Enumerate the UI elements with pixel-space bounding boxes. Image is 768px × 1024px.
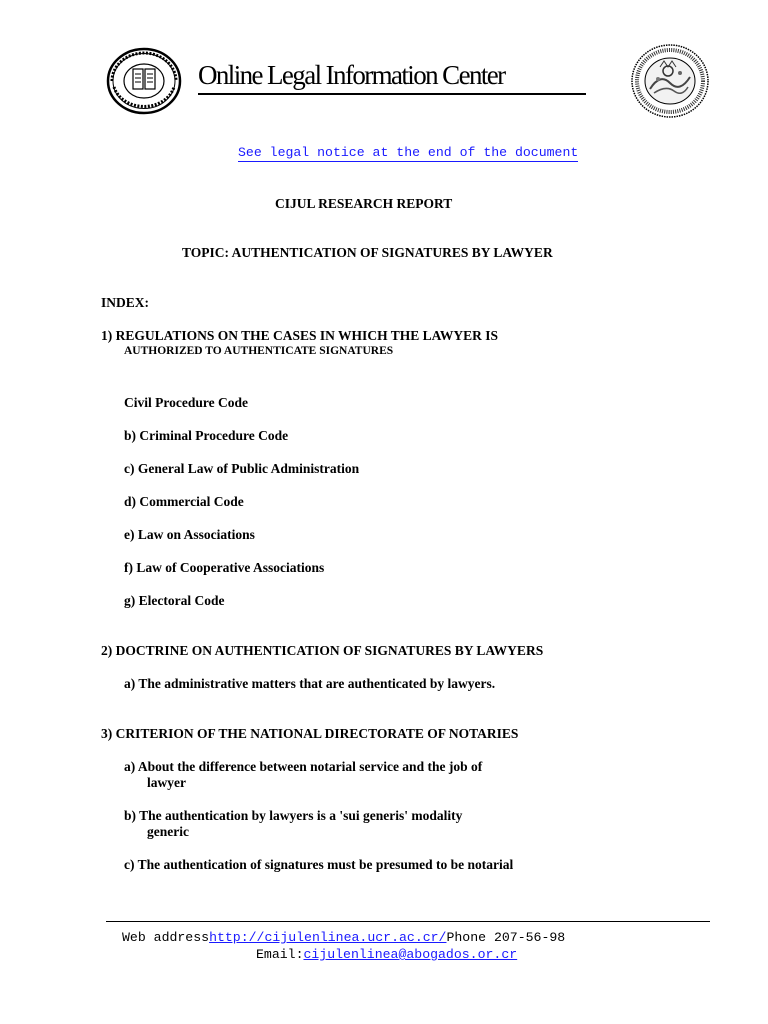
list-item-continuation: lawyer [147,775,186,790]
web-address-label: Web address [122,930,210,945]
section-1-title: 1) REGULATIONS ON THE CASES IN WHICH THE LAWYER IS [101,328,498,343]
footer-email-line [256,947,517,962]
email-link[interactable]: cijulenlinea@abogados.or.cr [303,947,518,962]
list-item: d) Commercial Code [124,494,244,509]
list-item: b) Criminal Procedure Code [124,428,289,443]
list-item-continuation: generic [147,824,189,839]
list-item: Civil Procedure Code [124,395,248,410]
index-label: INDEX: [101,295,150,310]
list-item: c) The authentication of signatures must be presumed to be notarial [124,857,514,872]
list-item: e) Law on Associations [124,527,255,542]
page-title: Online Legal Information Center [198,60,505,90]
section-2-title: 2) DOCTRINE ON AUTHENTICATION OF SIGNATURES BY LAWYERS [101,643,544,658]
list-item: a) About the difference between notarial service and the job of [124,759,483,774]
footer-web-line [122,930,565,945]
report-topic: TOPIC: AUTHENTICATION OF SIGNATURES BY LAWYER [182,245,553,260]
section-3-title: 3) CRITERION OF THE NATIONAL DIRECTORATE OF NOTARIES [101,726,519,741]
bar-association-seal [106,47,182,115]
university-seal-icon [630,43,710,119]
list-item: f) Law of Cooperative Associations [124,560,325,575]
legal-notice-link[interactable]: See legal notice at the end of the document [238,145,579,160]
list-item: c) General Law of Public Administration [124,461,360,476]
report-heading: CIJUL RESEARCH REPORT [275,196,453,211]
footer-divider [106,921,710,922]
title-underline [198,93,586,95]
list-item: b) The authentication by lawyers is a 'sui generis' modality [124,808,463,823]
phone-number: Phone 207-56-98 [446,930,566,945]
email-label: Email: [256,947,304,962]
list-item: g) Electoral Code [124,593,225,608]
section-1-subtitle: AUTHORIZED TO AUTHENTICATE SIGNATURES [124,345,394,357]
list-item: a) The administrative matters that are authenticated by lawyers. [124,676,496,691]
open-book-icon [133,69,155,89]
website-link[interactable]: http://cijulenlinea.ucr.ac.cr/ [209,930,447,945]
